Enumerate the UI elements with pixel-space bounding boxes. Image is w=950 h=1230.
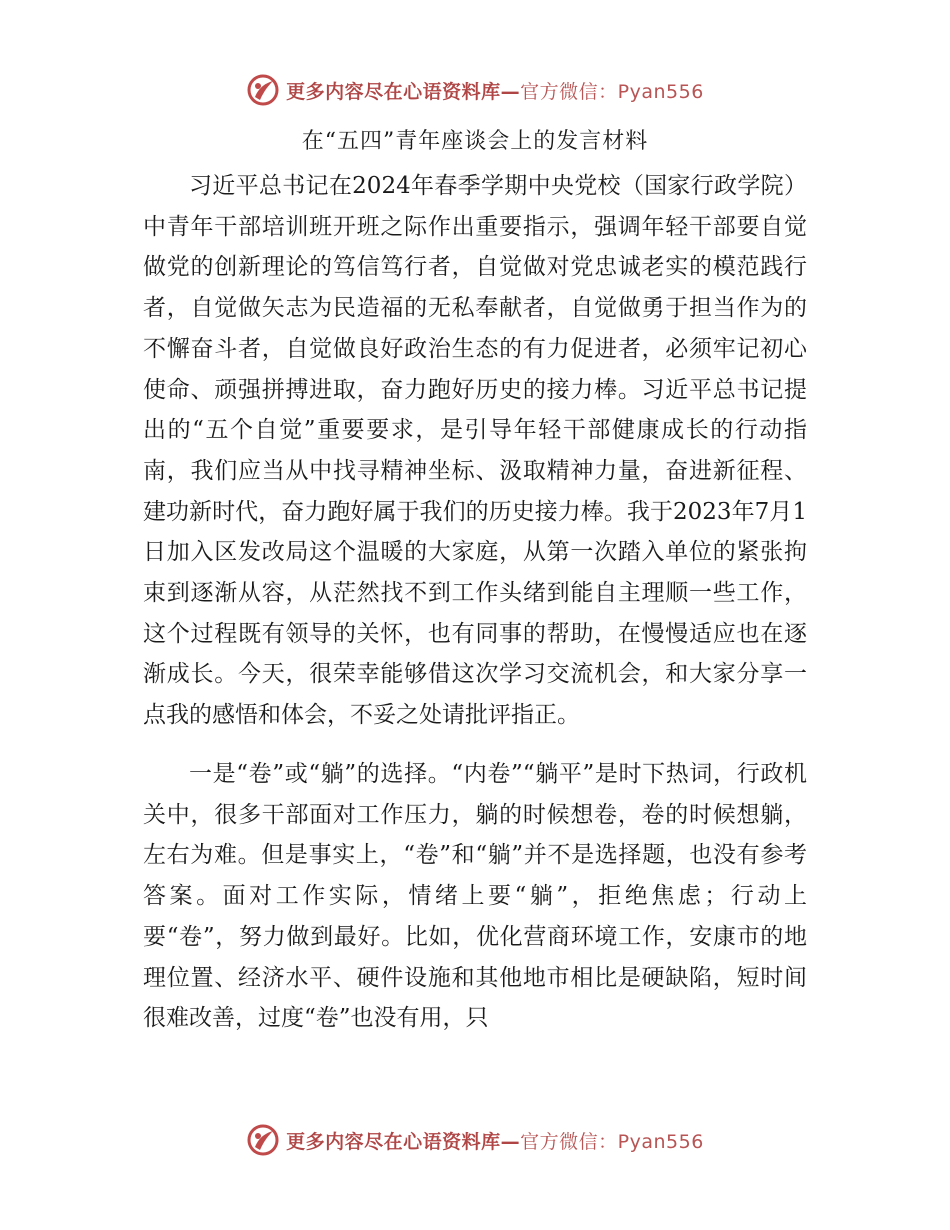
banner-dash: —	[500, 80, 521, 103]
banner-site-text: 更多内容尽在心语资料库	[286, 1130, 501, 1153]
banner-dash: —	[500, 1130, 521, 1153]
banner-wechat-text: 官方微信：Pyan556	[520, 1130, 704, 1153]
document-title: 在“五四”青年座谈会上的发言材料	[301, 129, 649, 154]
body-paragraph-1: 习近平总书记在2024年春季学期中央党校（国家行政学院）中青年干部培训班开班之际作出重要指示，强调年轻干部要自觉做党的创新理论的笃信笃行者，自觉做对党忠诚老实的模范践行者，自觉做矢志为民造福的无私奉献者，自觉做勇于担当作为的不懈奋斗者，自觉做良好政治生态的有力促进者，必须牢记初心使命、顽强拼搏进取，奋力跑好历史的接力棒。习近平总书记提出的“五个自觉”重要要求，是引导年轻干部健康成长的行动指南，我们应当从中找寻精神坐标、汲取精神力量，奋进新征程、建功新时代，奋力跑好属于我们的历史接力棒。我于2023年7月1日加入区发改局这个温暖的大家庭，从第一次踏入单位的紧张拘束到逐渐从容，从茫然找不到工作头绪到能自主理顺一些工作，这个过程既有领导的关怀，也有同事的帮助，在慢慢适应也在逐渐成长。今天，很荣幸能够借这次学习交流机会，和大家分享一点我的感悟和体会，不妥之处请批评指正。	[143, 173, 807, 729]
banner-wechat-text: 官方微信：Pyan556	[520, 80, 704, 103]
red-ribbon-logo-icon	[246, 1123, 280, 1157]
header-watermark-banner	[0, 70, 950, 110]
body-paragraph-2: 一是“卷”或“躺”的选择。“内卷”“躺平”是时下热词，行政机关中，很多干部面对工作压力，躺的时候想卷，卷的时候想躺，左右为难。但是事实上，“卷”和“躺”并不是选择题，也没有参考答案。面对工作实际，情绪上要“躺”，拒绝焦虑；行动上要“卷”，努力做到最好。比如，优化营商环境工作，安康市的地理位置、经济水平、硬件设施和其他地市相比是硬缺陷，短时间很难改善，过度“卷”也没有用，只	[143, 761, 807, 1032]
banner-text	[286, 77, 704, 104]
banner-text	[286, 1127, 704, 1154]
banner-site-text: 更多内容尽在心语资料库	[286, 80, 501, 103]
footer-watermark-banner	[0, 1120, 950, 1160]
red-ribbon-logo-icon	[246, 73, 280, 107]
